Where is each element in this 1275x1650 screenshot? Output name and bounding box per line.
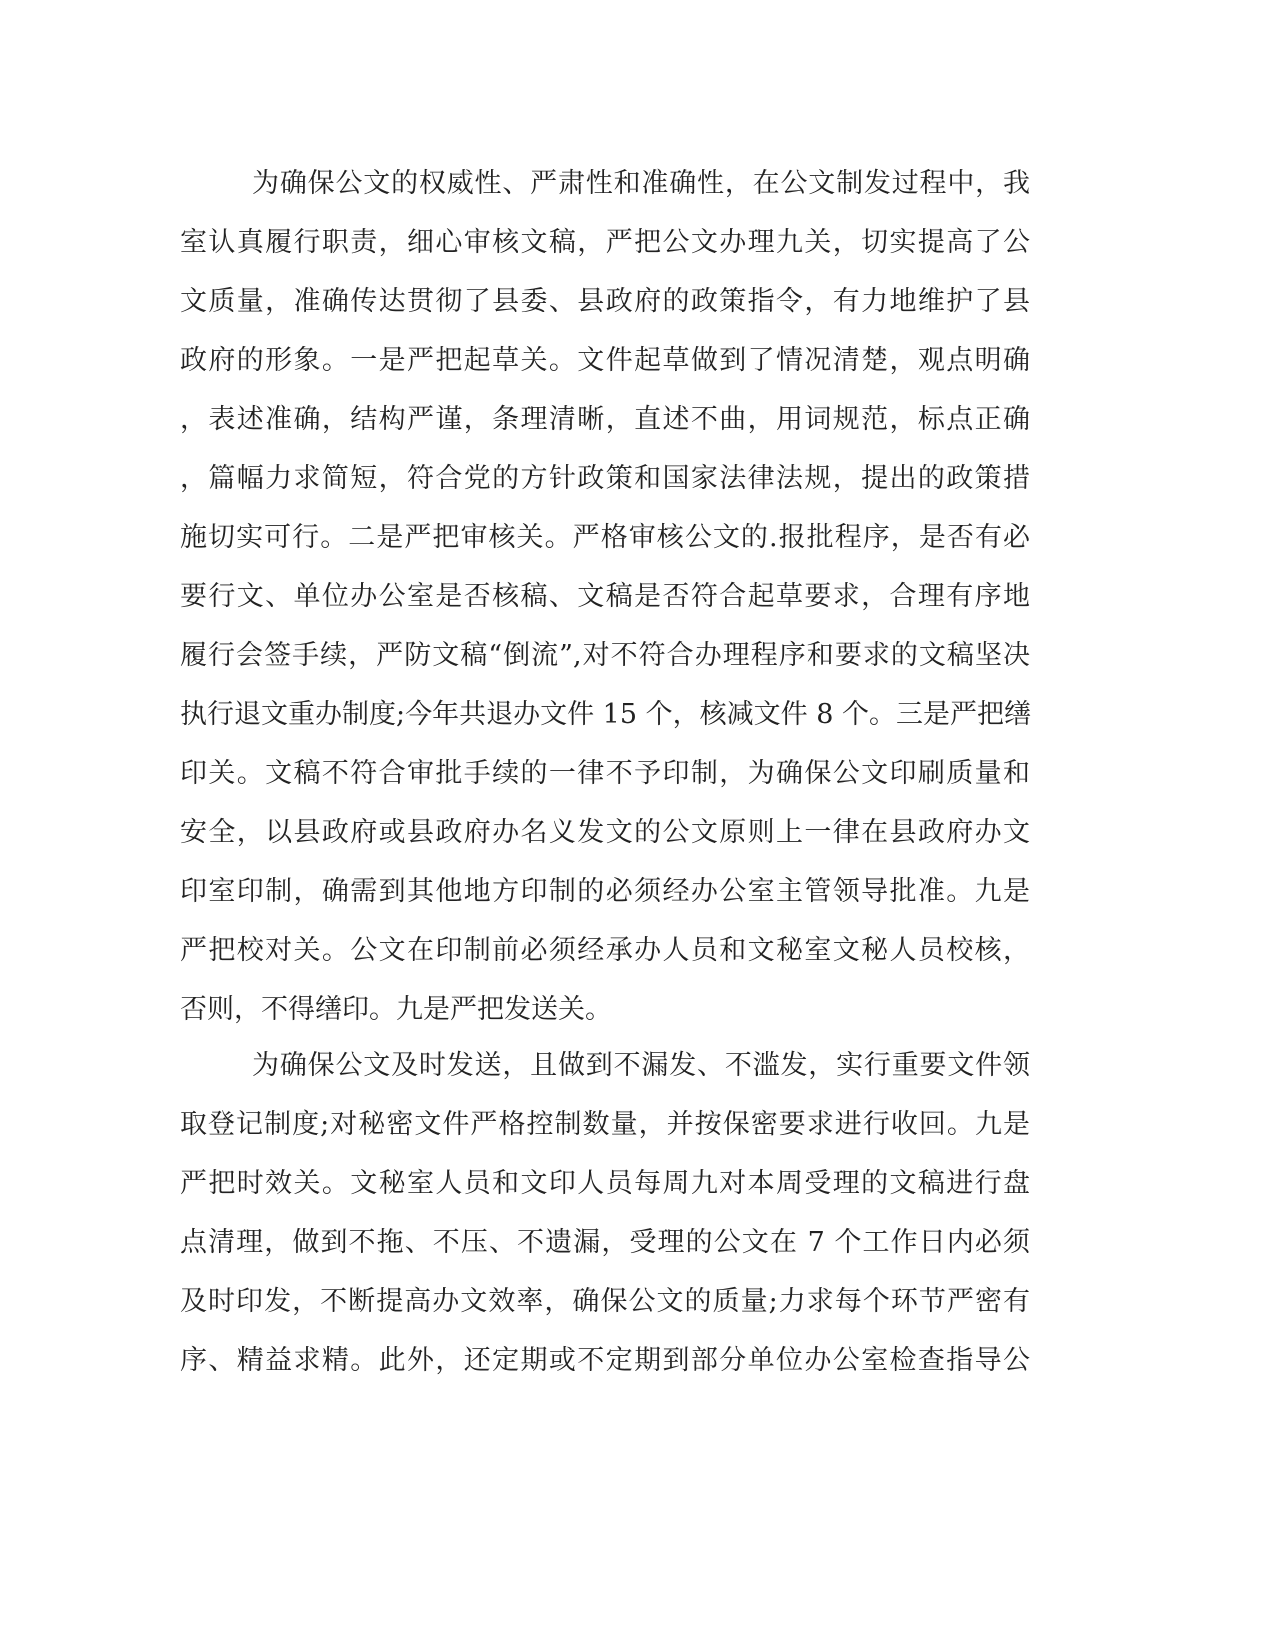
paragraph-line: 为确保公文及时发送，且做到不漏发、不滥发，实行重要文件领	[252, 1050, 1030, 1081]
paragraph-line: 为确保公文的权威性、严肃性和准确性，在公文制发过程中，我	[252, 168, 1030, 199]
paragraph-1	[180, 154, 1030, 1039]
paragraph-line: 点清理，做到不拖、不压、不遗漏，受理的公文在 7 个工作日内必须	[180, 1227, 1030, 1258]
paragraph-line: ，表述准确，结构严谨，条理清晰，直述不曲，用词规范，标点正确	[180, 404, 1030, 435]
paragraph-line: 否则，不得缮印。九是严把发送关。	[180, 994, 612, 1025]
paragraph-2	[180, 1036, 1030, 1390]
paragraph-line: 施切实可行。二是严把审核关。严格审核公文的.报批程序，是否有必	[180, 522, 1030, 553]
paragraph-line: 及时印发，不断提高办文效率，确保公文的质量;力求每个环节严密有	[180, 1286, 1030, 1317]
paragraph-line: 严把时效关。文秘室人员和文印人员每周九对本周受理的文稿进行盘	[180, 1168, 1030, 1199]
paragraph-line: 要行文、单位办公室是否核稿、文稿是否符合起草要求，合理有序地	[180, 581, 1030, 612]
paragraph-line: 序、精益求精。此外，还定期或不定期到部分单位办公室检查指导公	[180, 1345, 1030, 1376]
paragraph-line: 履行会签手续，严防文稿“倒流”,对不符合办理程序和要求的文稿坚决	[180, 640, 1030, 671]
paragraph-line: 执行退文重办制度;今年共退办文件 15 个，核减文件 8 个。三是严把缮	[180, 699, 1031, 730]
paragraph-line: ，篇幅力求简短，符合党的方针政策和国家法律法规，提出的政策措	[180, 463, 1030, 494]
paragraph-line: 印关。文稿不符合审批手续的一律不予印制，为确保公文印刷质量和	[180, 758, 1030, 789]
paragraph-line: 严把校对关。公文在印制前必须经承办人员和文秘室文秘人员校核，	[180, 935, 1030, 966]
paragraph-line: 安全，以县政府或县政府办名义发文的公文原则上一律在县政府办文	[180, 817, 1030, 848]
paragraph-line: 取登记制度;对秘密文件严格控制数量，并按保密要求进行收回。九是	[180, 1109, 1030, 1140]
paragraph-line: 室认真履行职责，细心审核文稿，严把公文办理九关，切实提高了公	[180, 227, 1030, 258]
paragraph-line: 文质量，准确传达贯彻了县委、县政府的政策指令，有力地维护了县	[180, 286, 1030, 317]
paragraph-line: 印室印制，确需到其他地方印制的必须经办公室主管领导批准。九是	[180, 876, 1030, 907]
paragraph-line: 政府的形象。一是严把起草关。文件起草做到了情况清楚，观点明确	[180, 345, 1030, 376]
